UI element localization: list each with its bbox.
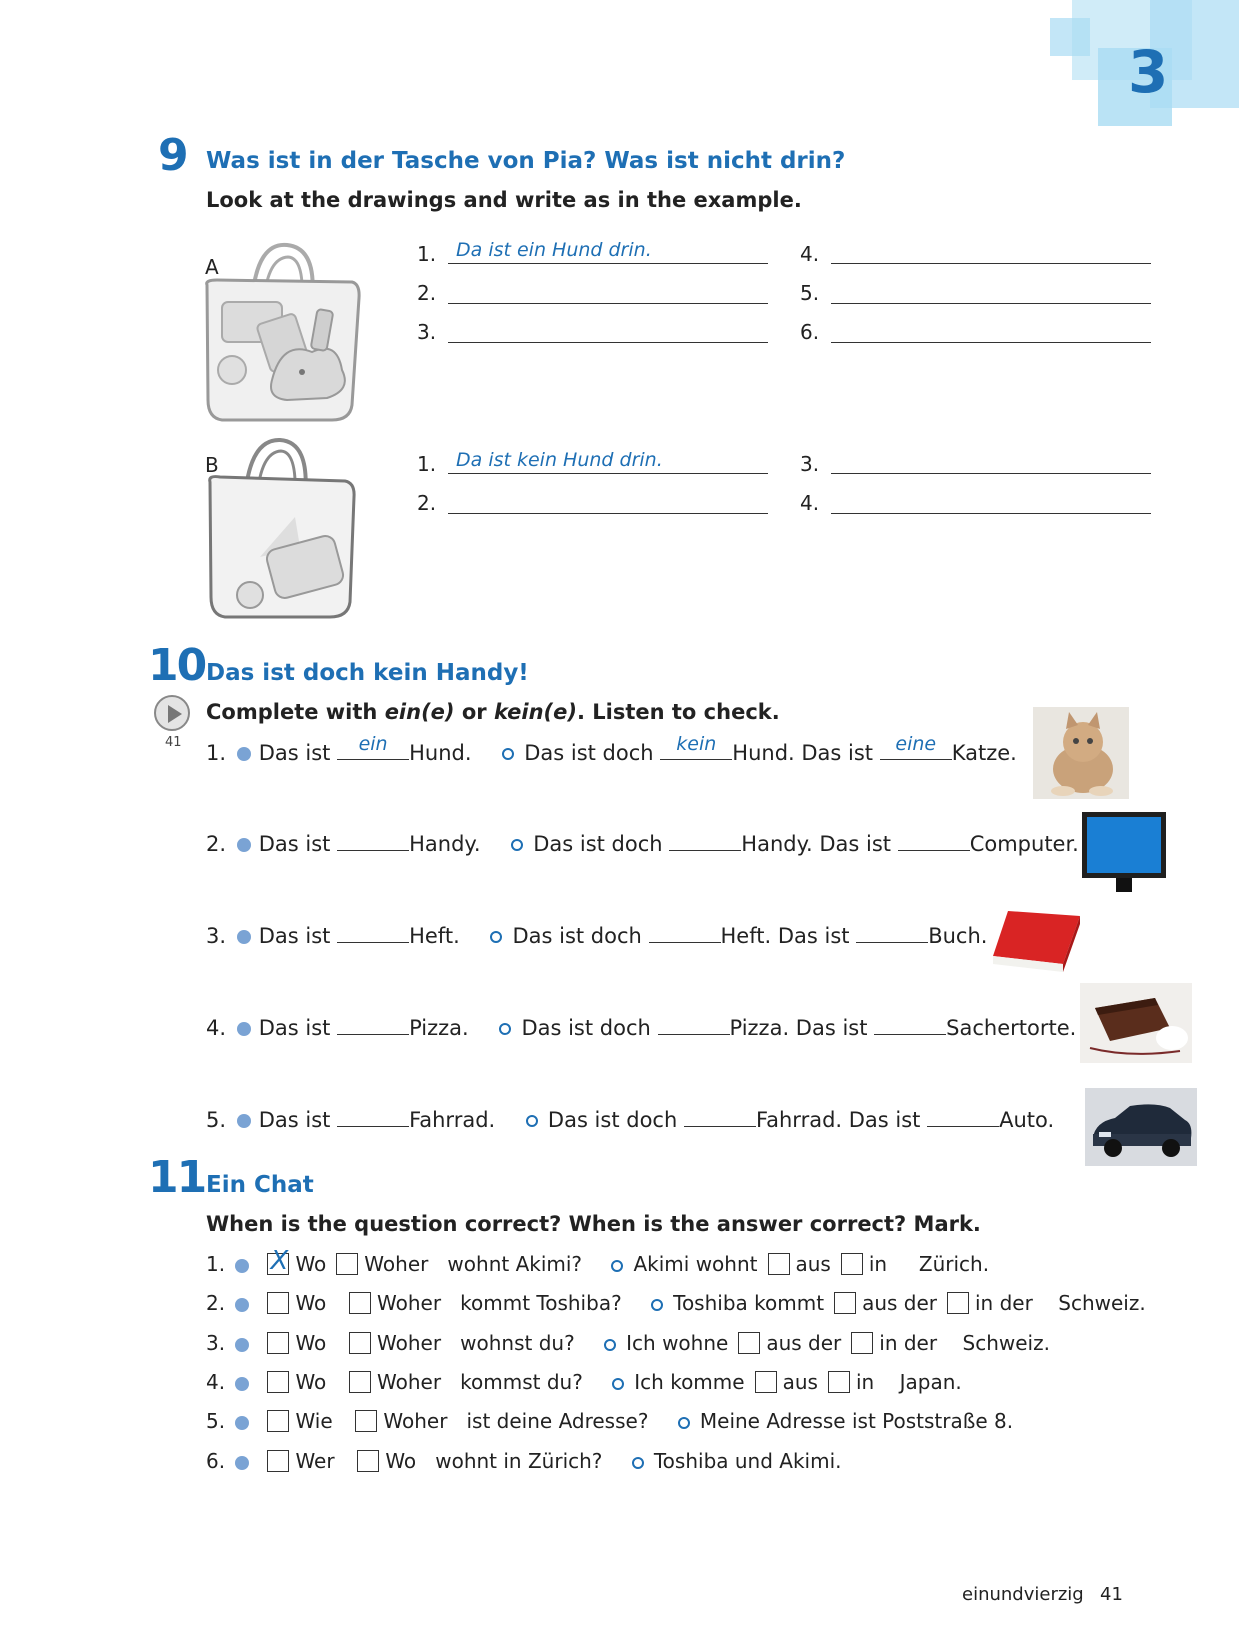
footer-page-word: einundvierzig [962, 1584, 1084, 1605]
gap-input[interactable] [658, 1016, 730, 1035]
speaker-a-dot-icon [237, 1114, 251, 1128]
ex10-row-3: 3. Das ist Heft. Das ist doch Heft. Das ist Buch. [206, 924, 988, 948]
checkbox[interactable] [768, 1253, 790, 1275]
checkbox-checked[interactable]: X [267, 1253, 289, 1275]
bag-b-item-3-number: 3. [800, 452, 820, 476]
speaker-b-ring-icon [678, 1417, 690, 1429]
exercise-10-instruction: Complete with ein(e) or kein(e). Listen to check. [206, 700, 780, 724]
cat-picture [1033, 707, 1129, 799]
checkbox[interactable] [267, 1450, 289, 1472]
exercise-9-instruction: Look at the drawings and write as in the example. [206, 188, 802, 212]
ex11-row-5: 5. Wie Woher ist deine Adresse? Meine Adresse ist Poststraße 8. [206, 1409, 1014, 1433]
speaker-a-dot-icon [235, 1259, 249, 1273]
exercise-11-instruction: When is the question correct? When is the answer correct? Mark. [206, 1212, 981, 1236]
speaker-a-dot-icon [235, 1377, 249, 1391]
speaker-b-ring-icon [511, 839, 523, 851]
ex11-row-1: 1. X Wo Woher wohnt Akimi? Akimi wohnt aus in Zürich. [206, 1246, 990, 1276]
ex10-row-1: 1. Das ist ein Hund. Das ist doch kein Hund. Das ist eine Katze. [206, 733, 1017, 765]
gap-input[interactable] [684, 1108, 756, 1127]
bag-a-item-5-line[interactable] [831, 303, 1151, 304]
checkbox[interactable] [349, 1371, 371, 1393]
gap-input[interactable] [337, 1016, 409, 1035]
speaker-b-ring-icon [612, 1378, 624, 1390]
checkbox[interactable] [267, 1410, 289, 1432]
bag-a-item-6-number: 6. [800, 320, 820, 344]
gap-input[interactable] [856, 924, 928, 943]
bag-a-item-1-number: 1. [417, 242, 437, 266]
gap-input[interactable] [337, 1108, 409, 1127]
speaker-b-ring-icon [604, 1339, 616, 1351]
speaker-b-ring-icon [490, 931, 502, 943]
checkbox[interactable] [349, 1292, 371, 1314]
gap-input[interactable] [669, 832, 741, 851]
gap-input[interactable] [927, 1108, 999, 1127]
checkbox[interactable] [267, 1371, 289, 1393]
speaker-b-ring-icon [499, 1023, 511, 1035]
speaker-b-ring-icon [502, 748, 514, 760]
gap-input[interactable] [898, 832, 970, 851]
gap-input[interactable]: kein [660, 741, 732, 760]
footer-page-number: 41 [1100, 1584, 1123, 1605]
checkbox[interactable] [738, 1332, 760, 1354]
exercise-9-title: Was ist in der Tasche von Pia? Was ist nicht drin? [206, 148, 846, 174]
bag-a-item-2-line[interactable] [448, 303, 768, 304]
bag-a-item-4-line[interactable] [831, 263, 1151, 264]
bag-a-drawing [202, 240, 382, 430]
gap-input[interactable]: eine [880, 741, 952, 760]
speaker-a-dot-icon [235, 1338, 249, 1352]
exercise-10-title: Das ist doch kein Handy! [206, 660, 529, 686]
ex11-row-2: 2. Wo Woher kommt Toshiba? Toshiba kommt aus der in der Schweiz. [206, 1291, 1146, 1315]
checkbox[interactable] [834, 1292, 856, 1314]
computer-monitor-picture [1080, 810, 1170, 896]
checkbox[interactable] [357, 1450, 379, 1472]
checkbox[interactable] [349, 1332, 371, 1354]
speaker-a-dot-icon [235, 1456, 249, 1470]
bag-b-item-1-number: 1. [417, 452, 437, 476]
bag-b-item-4-line[interactable] [831, 513, 1151, 514]
checkbox[interactable] [267, 1332, 289, 1354]
bag-a-item-4-number: 4. [800, 242, 820, 266]
bag-a-item-6-line[interactable] [831, 342, 1151, 343]
sachertorte-picture [1080, 983, 1192, 1063]
ex11-row-6: 6. Wer Wo wohnt in Zürich? Toshiba und Akimi. [206, 1449, 842, 1473]
audio-track-number: 41 [165, 735, 182, 750]
gap-input[interactable] [649, 924, 721, 943]
speaker-a-dot-icon [237, 838, 251, 852]
checkbox[interactable] [267, 1292, 289, 1314]
gap-input[interactable] [337, 924, 409, 943]
checkbox[interactable] [828, 1371, 850, 1393]
gap-input[interactable]: ein [337, 741, 409, 760]
bag-a-item-5-number: 5. [800, 281, 820, 305]
speaker-b-ring-icon [526, 1115, 538, 1127]
gap-input[interactable] [337, 832, 409, 851]
ex10-row-5: 5. Das ist Fahrrad. Das ist doch Fahrrad. Das ist Auto. [206, 1108, 1055, 1132]
checkbox[interactable] [355, 1410, 377, 1432]
speaker-b-ring-icon [632, 1457, 644, 1469]
bag-b-item-2-number: 2. [417, 491, 437, 515]
bag-b-item-2-line[interactable] [448, 513, 768, 514]
speaker-b-ring-icon [611, 1260, 623, 1272]
checkbox[interactable] [947, 1292, 969, 1314]
speaker-b-ring-icon [651, 1299, 663, 1311]
car-picture [1085, 1088, 1197, 1166]
bag-a-item-3-line[interactable] [448, 342, 768, 343]
speaker-a-dot-icon [235, 1298, 249, 1312]
speaker-a-dot-icon [237, 1022, 251, 1036]
exercise-11-number: 11 [148, 1152, 206, 1203]
exercise-9-number: 9 [158, 130, 187, 181]
gap-input[interactable] [874, 1016, 946, 1035]
bag-b-item-1-line[interactable] [448, 473, 768, 474]
exercise-10-number: 10 [148, 640, 206, 691]
bag-b-item-1-answer: Da ist kein Hund drin. [456, 449, 663, 471]
bag-a-item-1-answer: Da ist ein Hund drin. [456, 239, 652, 261]
bag-b-item-3-line[interactable] [831, 473, 1151, 474]
ex10-row-4: 4. Das ist Pizza. Das ist doch Pizza. Das ist Sachertorte. [206, 1016, 1077, 1040]
bag-a-item-1-line[interactable] [448, 263, 768, 264]
ex10-row-2: 2. Das ist Handy. Das ist doch Handy. Das ist Computer. [206, 832, 1079, 856]
audio-play-icon[interactable] [154, 695, 190, 731]
bag-b-item-4-number: 4. [800, 491, 820, 515]
ex11-row-4: 4. Wo Woher kommst du? Ich komme aus in Japan. [206, 1370, 962, 1394]
exercise-11-title: Ein Chat [206, 1172, 314, 1198]
chapter-number: 3 [1128, 38, 1169, 106]
speaker-a-dot-icon [237, 747, 251, 761]
checkbox[interactable] [755, 1371, 777, 1393]
speaker-a-dot-icon [235, 1416, 249, 1430]
ex11-row-3: 3. Wo Woher wohnst du? Ich wohne aus der in der Schweiz. [206, 1331, 1050, 1355]
bag-a-label: A [205, 255, 219, 279]
bag-b-label: B [205, 453, 219, 477]
checkbox[interactable] [841, 1253, 863, 1275]
checkbox[interactable] [336, 1253, 358, 1275]
bag-b-drawing [205, 437, 385, 627]
bag-a-item-2-number: 2. [417, 281, 437, 305]
bag-a-item-3-number: 3. [417, 320, 437, 344]
book-picture [988, 906, 1083, 978]
speaker-a-dot-icon [237, 930, 251, 944]
checkbox[interactable] [851, 1332, 873, 1354]
